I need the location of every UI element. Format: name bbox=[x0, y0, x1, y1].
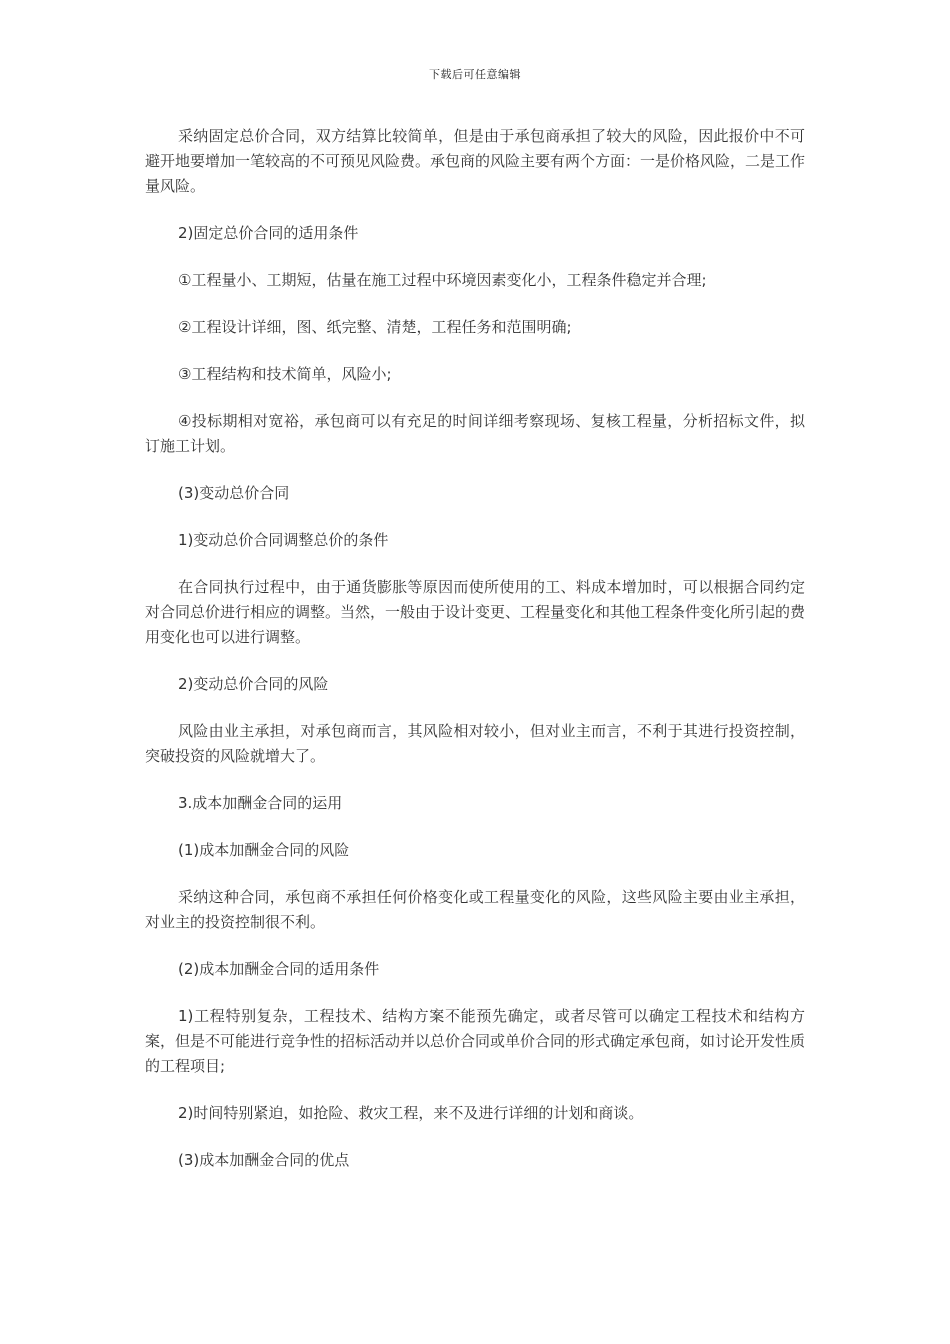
heading-variable-price-contract: (3)变动总价合同 bbox=[178, 484, 290, 502]
heading-cost-plus-advantages: (3)成本加酬金合同的优点 bbox=[178, 1151, 350, 1169]
document-body bbox=[145, 124, 805, 1195]
list-item-condition-2: ②工程设计详细，图、纸完整、清楚，工程任务和范围明确; bbox=[178, 318, 572, 336]
list-item-cost-plus-condition-2: 2)时间特别紧迫，如抢险、救灾工程，来不及进行详细的计划和商谈。 bbox=[178, 1104, 644, 1122]
paragraph-variable-price-risk: 风险由业主承担，对承包商而言，其风险相对较小，但对业主而言，不利于其进行投资控制，突破投资的风险就增大了。 bbox=[145, 722, 805, 765]
list-item-condition-3: ③工程结构和技术简单，风险小; bbox=[178, 365, 392, 383]
heading-fixed-price-conditions: 2)固定总价合同的适用条件 bbox=[178, 224, 359, 242]
heading-cost-plus-usage: 3.成本加酬金合同的运用 bbox=[178, 794, 343, 812]
paragraph-cost-plus-risk: 采纳这种合同，承包商不承担任何价格变化或工程量变化的风险，这些风险主要由业主承担，对业主的投资控制很不利。 bbox=[145, 888, 805, 931]
paragraph-variable-price-adjustment: 在合同执行过程中，由于通货膨胀等原因而使所使用的工、料成本增加时，可以根据合同约定对合同总价进行相应的调整。当然，一般由于设计变更、工程量变化和其他工程条件变化所引起的费用变化也可以进行调整。 bbox=[145, 578, 806, 646]
list-item-condition-1: ①工程量小、工期短，估量在施工过程中环境因素变化小，工程条件稳定并合理; bbox=[178, 271, 707, 289]
heading-cost-plus-risk: (1)成本加酬金合同的风险 bbox=[178, 841, 350, 859]
header-note: 下载后可任意编辑 bbox=[429, 68, 521, 81]
heading-cost-plus-conditions: (2)成本加酬金合同的适用条件 bbox=[178, 960, 380, 978]
heading-variable-price-adjustment: 1)变动总价合同调整总价的条件 bbox=[178, 531, 389, 549]
heading-variable-price-risk: 2)变动总价合同的风险 bbox=[178, 675, 329, 693]
list-item-condition-4: ④投标期相对宽裕，承包商可以有充足的时间详细考察现场、复核工程量，分析招标文件，拟订施工计划。 bbox=[145, 412, 805, 455]
list-item-cost-plus-condition-1: 1)工程特别复杂，工程技术、结构方案不能预先确定，或者尽管可以确定工程技术和结构方案，但是不可能进行竞争性的招标活动并以总价合同或单价合同的形式确定承包商，如讨论开发性质的工程项目; bbox=[145, 1007, 806, 1075]
paragraph-fixed-price-risk: 采纳固定总价合同，双方结算比较简单，但是由于承包商承担了较大的风险，因此报价中不可避开地要增加一笔较高的不可预见风险费。承包商的风险主要有两个方面：一是价格风险，二是工作量风险。 bbox=[145, 127, 806, 195]
